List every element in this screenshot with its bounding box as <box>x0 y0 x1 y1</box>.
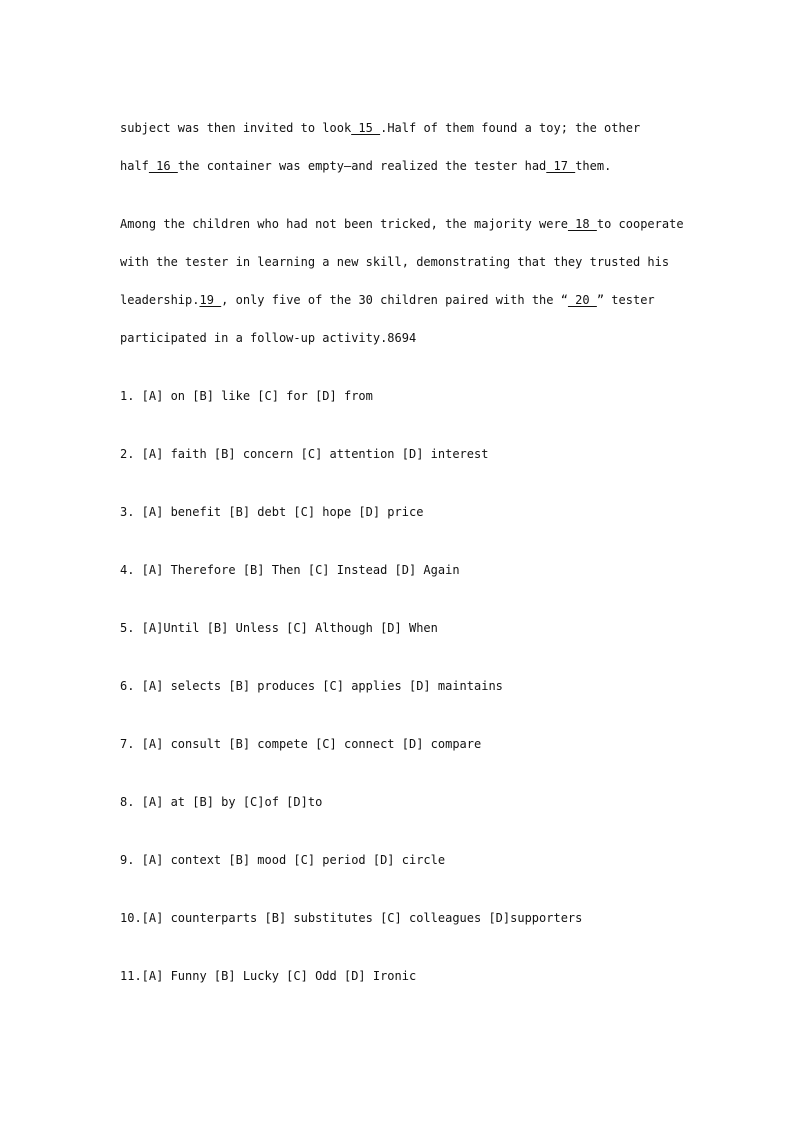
blank-19: 19 <box>199 293 222 307</box>
blank-15: 15 <box>351 121 381 135</box>
question-1: 1. [A] on [B] like [C] for [D] from <box>120 389 373 403</box>
question-2: 2. [A] faith [B] concern [C] attention [D] interest <box>120 447 489 461</box>
passage-text: ” tester <box>596 293 655 307</box>
blank-18: 18 <box>567 217 597 231</box>
passage-line-5 <box>120 292 655 308</box>
question-8: 8. [A] at [B] by [C]of [D]to <box>120 795 323 809</box>
question-5: 5. [A]Until [B] Unless [C] Although [D] When <box>120 621 438 635</box>
question-4: 4. [A] Therefore [B] Then [C] Instead [D] Again <box>120 563 460 577</box>
passage-line-1 <box>120 120 640 136</box>
question-3: 3. [A] benefit [B] debt [C] hope [D] price <box>120 505 424 519</box>
question-9: 9. [A] context [B] mood [C] period [D] circle <box>120 853 446 867</box>
passage-text: Among the children who had not been tricked, the majority were <box>120 217 568 231</box>
passage-text: them. <box>575 159 612 173</box>
question-7: 7. [A] consult [B] compete [C] connect [D] compare <box>120 737 482 751</box>
passage-line-3 <box>120 216 684 232</box>
blank-20: 20 <box>567 293 597 307</box>
blank-17: 17 <box>546 159 576 173</box>
passage-text: to cooperate <box>596 217 684 231</box>
blank-16: 16 <box>148 159 178 173</box>
passage-line-4: with the tester in learning a new skill, demonstrating that they trusted his <box>120 255 670 269</box>
passage-text: , only five of the 30 children paired with the “ <box>221 293 568 307</box>
passage-text: the container was empty—and realized the tester had <box>177 159 547 173</box>
passage-text: half <box>120 159 149 173</box>
question-10: 10.[A] counterparts [B] substitutes [C] colleagues [D]supporters <box>120 911 583 925</box>
question-11: 11.[A] Funny [B] Lucky [C] Odd [D] Ironic <box>120 969 417 983</box>
passage-text: leadership. <box>120 293 200 307</box>
passage-text: subject was then invited to look <box>120 121 352 135</box>
question-6: 6. [A] selects [B] produces [C] applies [D] maintains <box>120 679 503 693</box>
passage-line-6: participated in a follow-up activity.8694 <box>120 331 417 345</box>
passage-line-2 <box>120 158 611 174</box>
passage-text: .Half of them found a toy; the other <box>380 121 641 135</box>
